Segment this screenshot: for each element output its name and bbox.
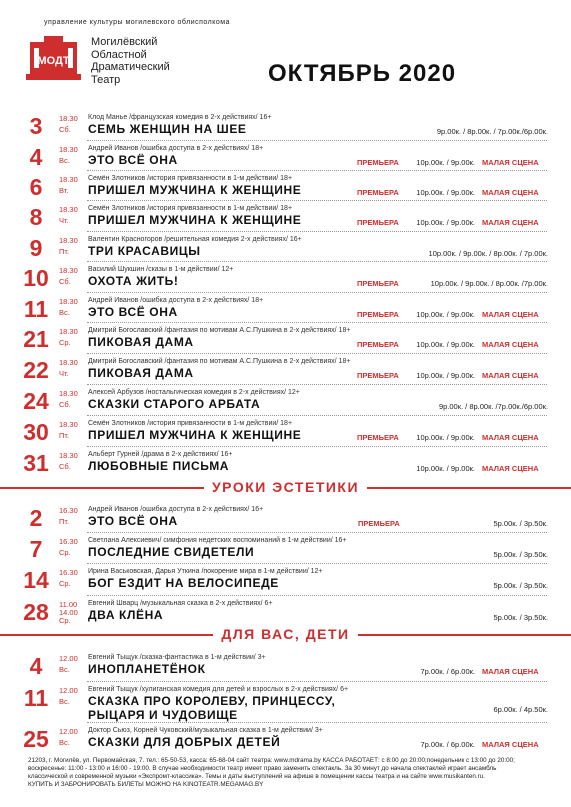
stage-label: МАЛАЯ СЦЕНА <box>482 188 539 197</box>
theatre-name-line: Областной <box>91 48 147 61</box>
event-info: Светлана Алексиевич/ симфония недетских воспоминаний в 1-м действии/ 16+ <box>88 537 347 544</box>
event-info: Альберт Гурней /драма в 2-х действиях/ 16+ <box>88 451 233 458</box>
event-weekday: Сб. <box>59 125 71 134</box>
row-separator <box>87 681 547 682</box>
event-row <box>0 386 571 414</box>
event-row <box>0 233 571 261</box>
event-weekday: Ср. <box>59 548 71 557</box>
theatre-logo <box>26 34 81 80</box>
event-row <box>0 263 571 291</box>
event-info: Семён Злотников /история привязанности в 1-м действии/ 18+ <box>88 205 293 212</box>
stage-label: МАЛАЯ СЦЕНА <box>482 740 539 749</box>
event-time: 11.00 <box>59 600 78 609</box>
event-row <box>0 355 571 383</box>
event-info: Алексей Арбузов /ностальгическая комедия в 2-х действиях/ 12+ <box>88 389 300 396</box>
theatre-name-line: Театр <box>91 73 121 86</box>
event-day: 25 <box>23 726 49 752</box>
event-row <box>0 172 571 200</box>
event-price: 9р.00к. / 8р.00к. /7р.00к./6р.00к. <box>438 402 548 411</box>
event-row <box>0 683 571 722</box>
theatre-name <box>91 36 170 86</box>
management-line: управление культуры могилевского облисполкома <box>44 19 230 26</box>
event-day: 28 <box>23 599 49 625</box>
row-separator <box>87 563 547 564</box>
event-day: 4 <box>29 653 43 679</box>
event-price: 5р.00к. / 3р.50к. <box>493 519 548 528</box>
event-day: 21 <box>23 326 49 352</box>
event-day: 14 <box>23 567 49 593</box>
row-separator <box>87 415 547 416</box>
event-day: 6 <box>29 174 43 200</box>
event-day: 10 <box>23 265 49 291</box>
event-weekday: Сб. <box>59 400 71 409</box>
event-time: 18.30 <box>59 205 78 214</box>
event-price: 10р.00к. / 9р.00к. <box>416 310 475 319</box>
stage-label: МАЛАЯ СЦЕНА <box>482 371 539 380</box>
event-weekday: Вс. <box>59 738 70 747</box>
event-price: 10р.00к. / 9р.00к. <box>416 188 475 197</box>
section-kids <box>0 626 571 644</box>
event-title-line2: РЫЦАРЯ И ЧУДОВИЩЕ <box>88 708 238 722</box>
event-title: ТРИ КРАСАВИЦЫ <box>88 244 201 258</box>
event-title: СКАЗКИ ДЛЯ ДОБРЫХ ДЕТЕЙ <box>88 735 281 749</box>
stage-label: МАЛАЯ СЦЕНА <box>482 464 539 473</box>
event-title: ИНОПЛАНЕТЁНОК <box>88 662 206 676</box>
event-price: 5р.00к. / 3р.50к. <box>493 613 548 622</box>
event-info: Дмитрий Богославский /фантазия по мотивам А.С.Пушкина в 2-х действиях/ 18+ <box>88 358 351 365</box>
event-title: ЭТО ВСЁ ОНА <box>88 305 178 319</box>
event-time: 18.30 <box>59 358 78 367</box>
event-weekday: Пт. <box>59 247 70 256</box>
event-info: Василий Шукшин /сказы в 1-м действии/ 12+ <box>88 266 234 273</box>
event-row <box>0 534 571 562</box>
event-info: Андрей Иванов /ошибка доступа в 2-х действиях/ 18+ <box>88 297 264 304</box>
event-day: 22 <box>23 357 49 383</box>
premiere-badge: ПРЕМЬЕРА <box>357 188 399 197</box>
event-weekday: Вс. <box>59 308 70 317</box>
event-weekday: Сб. <box>59 462 71 471</box>
event-row <box>0 417 571 445</box>
event-row <box>0 503 571 531</box>
event-info: Доктор Сьюз, Корней Чуковский/музыкальная сказка в 1-м действии/ 3+ <box>88 727 323 734</box>
event-row <box>0 565 571 593</box>
event-info: Ирина Васьковская, Дарья Уткина /покорение мира в 1-м действии/ 12+ <box>88 568 323 575</box>
event-info: Валентин Красногоров /решительная комедия 2-х действиях/ 16+ <box>88 236 302 243</box>
section-title <box>0 479 571 495</box>
stage-label: МАЛАЯ СЦЕНА <box>482 310 539 319</box>
event-title: БОГ ЕЗДИТ НА ВЕЛОСИПЕДЕ <box>88 576 279 590</box>
row-separator <box>87 322 547 323</box>
row-separator <box>87 231 547 232</box>
event-price: 10р.00к. / 9р.00к. <box>416 218 475 227</box>
row-separator <box>87 353 547 354</box>
event-weekday: Вс. <box>59 665 70 674</box>
premiere-badge: ПРЕМЬЕРА <box>357 340 399 349</box>
event-info: Семён Злотников /история привязанности в 1-м действии/ 18+ <box>88 420 293 427</box>
event-title: ОХОТА ЖИТЬ! <box>88 274 179 288</box>
event-price: 7р.00к. / 6р.00к. <box>420 740 475 749</box>
event-time: 12.00 <box>59 727 78 736</box>
event-day: 11 <box>23 296 49 322</box>
event-title: ПРИШЕЛ МУЖЧИНА К ЖЕНЩИНЕ <box>88 213 302 227</box>
event-day: 3 <box>29 113 43 139</box>
event-day: 7 <box>29 536 43 562</box>
event-weekday: Вс. <box>59 156 70 165</box>
event-row <box>0 111 571 139</box>
event-title: ДВА КЛЁНА <box>88 608 164 622</box>
event-time: 18.30 <box>59 451 78 460</box>
event-day: 9 <box>29 235 43 261</box>
event-info: Евгений Тыщук /хулиганская комедия для детей и взрослых в 2-х действиях/ 6+ <box>88 686 349 693</box>
event-info: Евгений Тыщук /сказка-фантастика в 1-м действии/ 3+ <box>88 654 266 661</box>
event-time: 16.30 <box>59 568 78 577</box>
stage-label: МАЛАЯ СЦЕНА <box>482 218 539 227</box>
event-day: 30 <box>23 419 49 445</box>
event-info: Семён Злотников /история привязанности в 1-м действии/ 18+ <box>88 175 293 182</box>
event-info: Клод Манье /французская комедия в 2-х действиях/ 16+ <box>88 114 272 121</box>
event-price: 10р.00к. / 9р.00к. <box>416 433 475 442</box>
event-price: 10р.00к. / 9р.00к. <box>416 464 475 473</box>
premiere-badge: ПРЕМЬЕРА <box>357 433 399 442</box>
section-title-text: ДЛЯ ВАС, ДЕТИ <box>213 626 357 642</box>
stage-label: МАЛАЯ СЦЕНА <box>482 158 539 167</box>
premiere-badge: ПРЕМЬЕРА <box>357 371 399 380</box>
event-day: 2 <box>29 505 43 531</box>
event-info: Евгений Шварц /музыкальная сказка в 2-х действиях/ 6+ <box>88 600 273 607</box>
section-aesthetics <box>0 479 571 497</box>
event-title: ЭТО ВСЁ ОНА <box>88 153 178 167</box>
theatre-name-line: Драматический <box>91 61 170 73</box>
stage-label: МАЛАЯ СЦЕНА <box>482 433 539 442</box>
event-weekday: Сб. <box>59 277 71 286</box>
event-time-2: 14.00 <box>59 608 78 617</box>
event-time: 18.30 <box>59 236 78 245</box>
event-row <box>0 448 571 476</box>
event-day: 8 <box>29 204 43 230</box>
stage-label: МАЛАЯ СЦЕНА <box>482 667 539 676</box>
event-time: 18.30 <box>59 145 78 154</box>
row-separator <box>87 170 547 171</box>
event-time: 18.30 <box>59 327 78 336</box>
event-row <box>0 651 571 679</box>
event-title: СЕМЬ ЖЕНЩИН НА ШЕЕ <box>88 122 247 136</box>
event-time: 12.00 <box>59 686 78 695</box>
event-price: 10р.00к. / 9р.00к. <box>416 340 475 349</box>
footer-line: КУПИТЬ И ЗАБРОНИРОВАТЬ БИЛЕТЫ МОЖНО НА KINOTEATR.MEGAMAG.BY <box>28 781 264 788</box>
premiere-badge: ПРЕМЬЕРА <box>357 218 399 227</box>
premiere-badge: ПРЕМЬЕРА <box>358 519 400 528</box>
event-weekday: Пт. <box>59 517 70 526</box>
event-time: 18.30 <box>59 175 78 184</box>
event-day: 4 <box>29 144 43 170</box>
event-title: ЭТО ВСЁ ОНА <box>88 514 178 528</box>
event-time: 18.30 <box>59 266 78 275</box>
event-info: Андрей Иванов /ошибка доступа в 2-х действиях/ 16+ <box>88 506 264 513</box>
row-separator <box>87 722 547 723</box>
event-time: 16.30 <box>59 506 78 515</box>
event-price: 10р.00к. / 9р.00к. <box>416 371 475 380</box>
premiere-badge: ПРЕМЬЕРА <box>357 158 399 167</box>
row-separator <box>87 384 547 385</box>
premiere-badge: ПРЕМЬЕРА <box>357 279 399 288</box>
row-separator <box>87 200 547 201</box>
event-price: 5р.00к. / 3р.50к. <box>493 581 548 590</box>
event-time: 18.30 <box>59 420 78 429</box>
event-time: 12.00 <box>59 654 78 663</box>
row-separator <box>87 595 547 596</box>
event-price: 6р.00к. / 4р.50к. <box>493 705 548 714</box>
event-weekday: Вт. <box>59 186 69 195</box>
footer-info <box>28 757 558 789</box>
event-row <box>0 142 571 170</box>
event-price: 10р.00к. / 9р.00к. <box>416 158 475 167</box>
premiere-badge: ПРЕМЬЕРА <box>357 310 399 319</box>
event-price: 10р.00к. / 9р.00к. / 8р.00к. /7р.00к. <box>430 279 548 288</box>
event-weekday: Ср. <box>59 338 71 347</box>
event-day: 31 <box>23 450 49 476</box>
month-title: ОКТЯБРЬ 2020 <box>268 60 457 87</box>
event-day: 24 <box>23 388 49 414</box>
event-weekday: Пт. <box>59 431 70 440</box>
stage-label: МАЛАЯ СЦЕНА <box>482 340 539 349</box>
event-title: ПИКОВАЯ ДАМА <box>88 335 194 349</box>
event-weekday: Чт. <box>59 369 69 378</box>
event-day: 11 <box>23 685 49 711</box>
event-row <box>0 294 571 322</box>
event-title: СКАЗКА ПРО КОРОЛЕВУ, ПРИНЦЕССУ, <box>88 694 336 708</box>
event-time: 18.30 <box>59 297 78 306</box>
event-weekday: Ср. <box>59 579 71 588</box>
event-row <box>0 597 571 625</box>
event-price: 7р.00к. / 6р.00к. <box>420 667 475 676</box>
event-row <box>0 324 571 352</box>
event-time: 18.30 <box>59 114 78 123</box>
event-time: 18.30 <box>59 389 78 398</box>
event-price: 10р.00к. / 9р.00к. / 8р.00к. / 7р.00к. <box>428 249 548 258</box>
event-title: СКАЗКИ СТАРОГО АРБАТА <box>88 397 261 411</box>
footer-line: 21203, г. Могилёв, ул. Первомайская, 7. тел.: 65-50-53, касса: 65-68-04 сайт театра: www.mdrama.by КАССА РАБОТАЕТ: с 8:00 до 20:00;понедельник с 13:00 до 20:00; <box>28 757 515 764</box>
row-separator <box>87 532 547 533</box>
event-title: ПОСЛЕДНИЕ СВИДЕТЕЛИ <box>88 545 255 559</box>
event-weekday: Чт. <box>59 216 69 225</box>
footer-line: классической и современной музыки «Экспромт-классика». Темы и даты выступлений на афише в помещении кассы театра и на сайте www.musikanten.ru. <box>28 773 485 780</box>
logo-text: МОДТ <box>37 55 70 67</box>
event-row <box>0 202 571 230</box>
event-time: 16.30 <box>59 537 78 546</box>
event-title: ПИКОВАЯ ДАМА <box>88 366 194 380</box>
event-row <box>0 724 571 752</box>
event-weekday: Вс. <box>59 697 70 706</box>
event-price: 9р.00к. / 8р.00к. / 7р.00к./6р.00к. <box>436 127 548 136</box>
event-info: Дмитрий Богославский /фантазия по мотивам А.С.Пушкина в 2-х действиях/ 18+ <box>88 327 351 334</box>
event-weekday: Ср. <box>59 616 71 625</box>
row-separator <box>87 261 547 262</box>
section-title <box>0 626 571 642</box>
footer-line: воскресенье: 11:00 - 13:00 и 16:00 - 19:00. В случае необходимости театр имеет право заменить спектакль. За 30 минут до начала спектаклей играет ансамбль <box>28 765 497 772</box>
section-title-text: УРОКИ ЭСТЕТИКИ <box>204 479 367 495</box>
row-separator <box>87 446 547 447</box>
event-title: ЛЮБОВНЫЕ ПИСЬМА <box>88 459 230 473</box>
event-title: ПРИШЕЛ МУЖЧИНА К ЖЕНЩИНЕ <box>88 183 302 197</box>
event-price: 5р.00к. / 3р.50к. <box>493 550 548 559</box>
row-separator <box>87 140 547 141</box>
theatre-name-line: Могилёвский <box>91 36 158 48</box>
event-title: ПРИШЕЛ МУЖЧИНА К ЖЕНЩИНЕ <box>88 428 302 442</box>
row-separator <box>87 292 547 293</box>
event-info: Андрей Иванов /ошибка доступа в 2-х действиях/ 18+ <box>88 145 264 152</box>
